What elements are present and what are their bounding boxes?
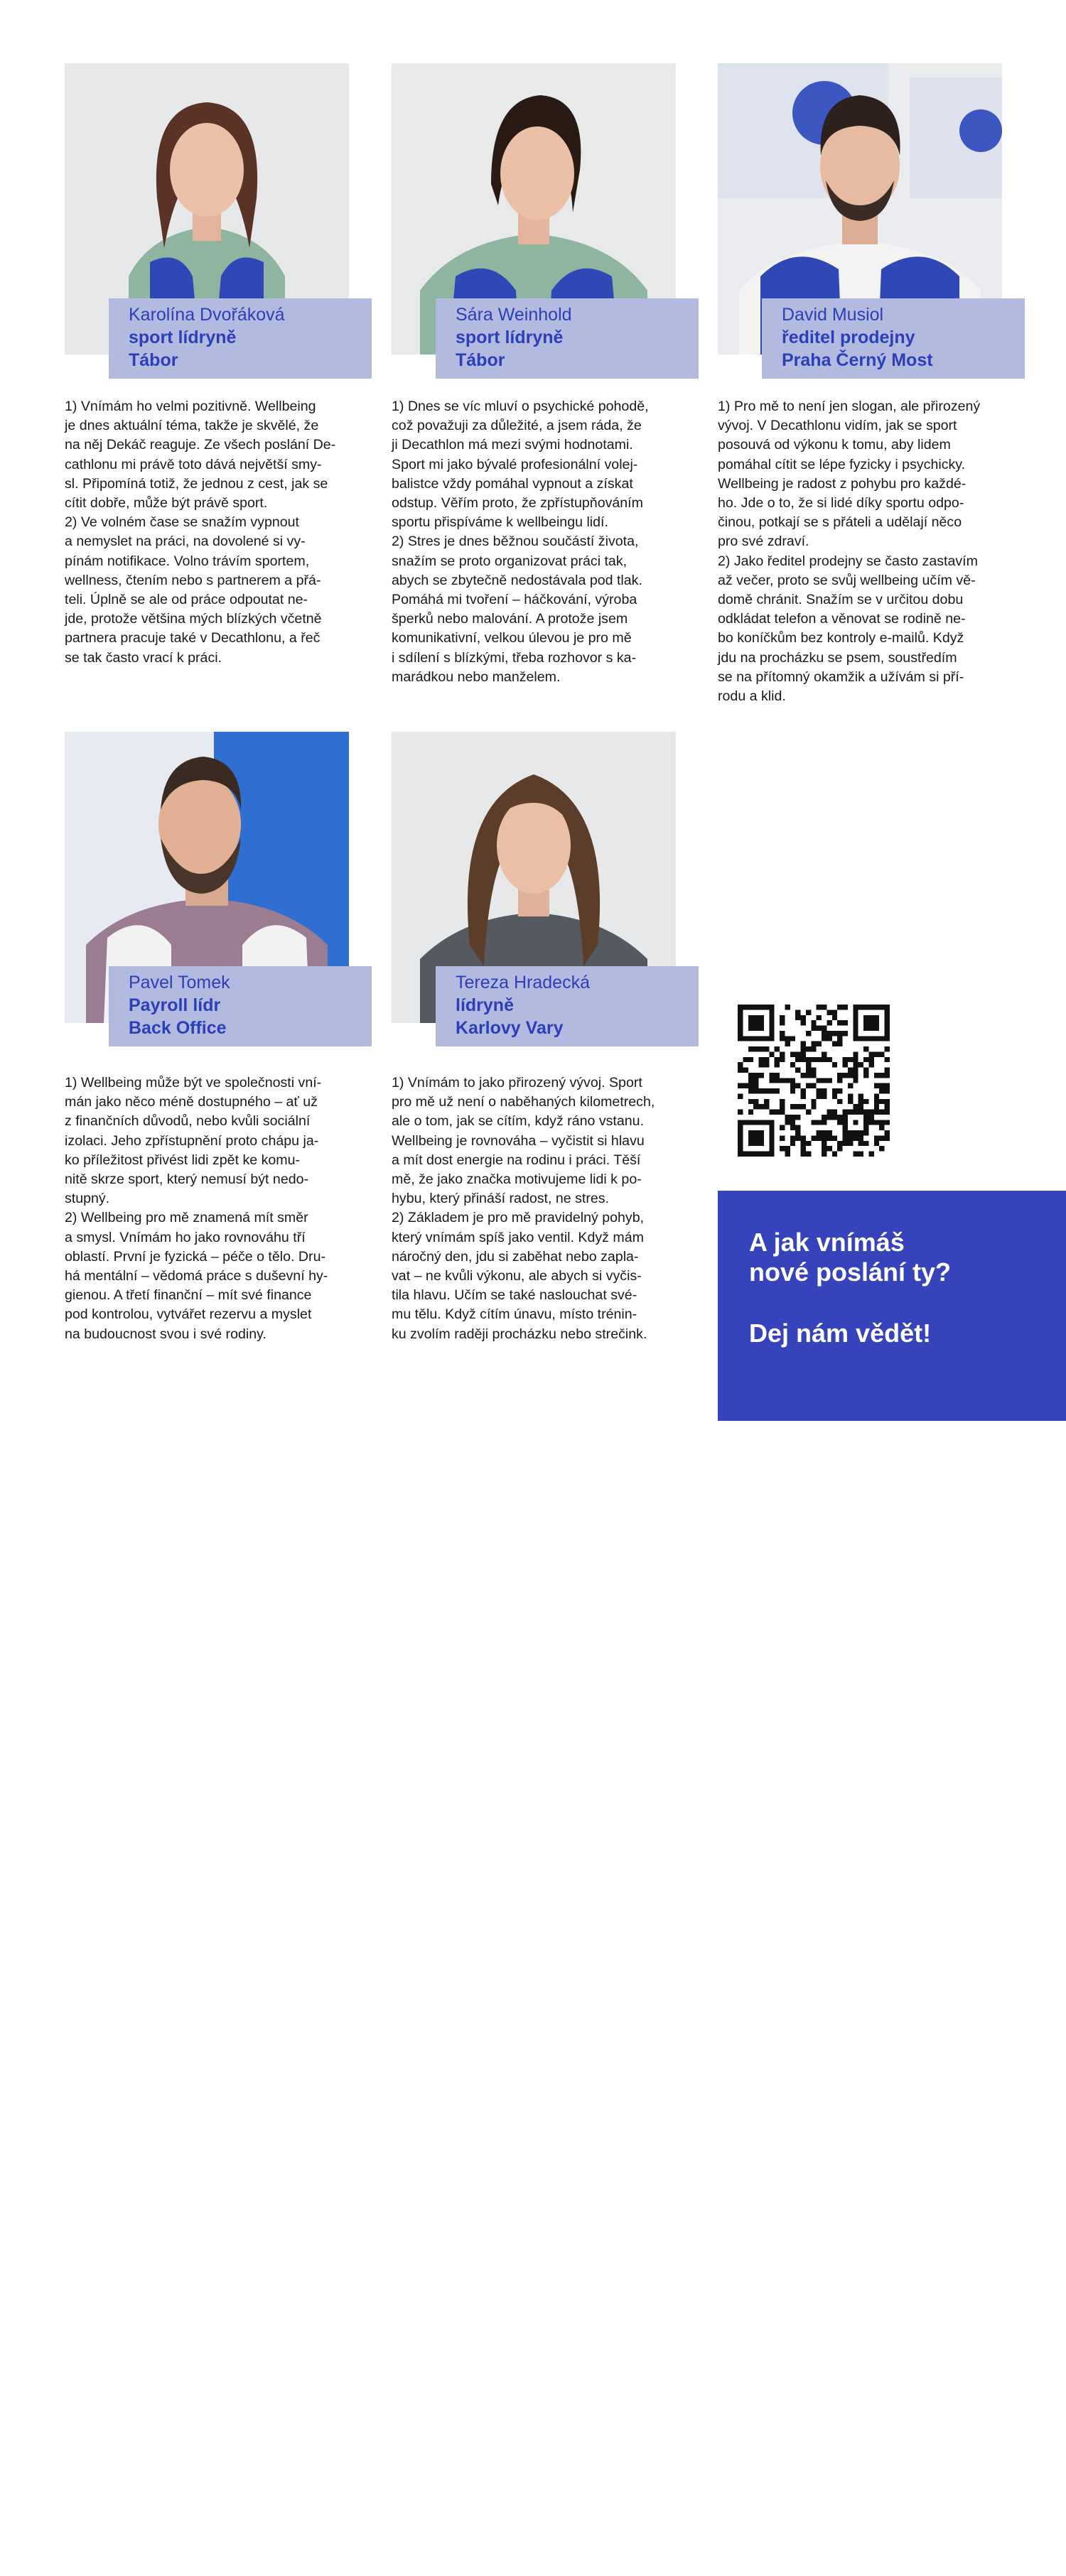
person-name: Pavel Tomek: [129, 973, 230, 992]
answer-line: rodu a klid.: [718, 688, 786, 705]
answer-line: sl. Připomíná totiž, že jednou z cest, jak se: [65, 475, 328, 492]
answer-line: há mentální – vědomá práce s duševní hy-: [65, 1268, 328, 1284]
answer-line: ko příležitost přivést lidi zpět ke komu-: [65, 1152, 301, 1168]
person-name: Karolína Dvořáková: [129, 305, 285, 325]
answer-line: i sdílení s blízkými, třeba rozhovor s ka-: [392, 649, 637, 666]
answer-line: na něj Dekáč reaguje. Ze všech poslání De-: [65, 437, 336, 453]
person-role: Payroll lídr: [129, 995, 221, 1015]
answer-karolina: [65, 397, 352, 668]
answer-line: Pomáhá mi tvoření – háčkování, výroba: [392, 592, 637, 608]
answer-line: ku zvolím raději procházku nebo strečink.: [392, 1326, 647, 1342]
person-role: sport lídryně: [456, 328, 564, 347]
answer-line: se tak často vrací k práci.: [65, 649, 222, 666]
answer-line: pomáhal cítit se lépe fyzicky i psychicky.: [718, 456, 966, 472]
cta-question-line2: nové poslání ty?: [749, 1257, 952, 1287]
answer-line: ale o tom, jak se cítím, když ráno vstanu.: [392, 1113, 645, 1130]
answer-line: ji Decathlon má mezi svými hodnotami.: [392, 437, 633, 453]
answer-line: abych se zbytečně nedostávala pod tlak.: [392, 572, 642, 588]
answer-line: 2) Stres je dnes běžnou součástí života,: [392, 534, 639, 550]
person-name: Sára Weinhold: [456, 305, 572, 325]
answer-line: 2) Ve volném čase se snažím vypnout: [65, 514, 299, 531]
namecard-tereza: [436, 966, 699, 1046]
answer-line: ho. Jde o to, že si lidé díky sportu odpo-: [718, 495, 964, 512]
answer-line: cathlonu mi právě toto dává největší smy-: [65, 456, 322, 472]
answer-line: je dnes aktuální téma, takže je skvělé, že: [65, 418, 319, 434]
answer-line: vat – ne kvůli výkonu, ale abych si vyčis-: [392, 1268, 642, 1284]
person-role: lídryně: [456, 995, 514, 1015]
answer-line: 2) Základem je pro mě pravidelný pohyb,: [392, 1210, 645, 1226]
answer-line: a mít dost energie na rodinu i práci. Těší: [392, 1152, 641, 1168]
person-location: Back Office: [129, 1018, 227, 1038]
person-role: sport lídryně: [129, 328, 237, 347]
person-location: Karlovy Vary: [456, 1018, 564, 1038]
answer-line: což považuji za důležité, a jsem ráda, že: [392, 418, 642, 434]
answer-line: pod kontrolou, vytvářet rezervu a myslet: [65, 1306, 312, 1323]
answer-line: pro mě už není o naběhaných kilometrech,: [392, 1094, 655, 1110]
answer-line: z finančních důvodů, nebo kvůli sociální: [65, 1113, 311, 1130]
answer-line: teli. Úplně se ale od práce odpoutat ne-: [65, 592, 308, 608]
answer-line: 2) Jako ředitel prodejny se často zastavím: [718, 553, 978, 569]
answer-line: wellness, čtením nebo s partnerem a přá-: [65, 572, 321, 588]
answer-line: hybu, který přináší radost, ne stres.: [392, 1191, 610, 1207]
answer-line: až večer, proto se svůj wellbeing učím vě-: [718, 572, 976, 588]
answer-line: komunikativní, velkou úlevou je pro mě: [392, 630, 632, 646]
answer-line: 2) Wellbeing pro mě znamená mít směr: [65, 1210, 308, 1226]
person-name: Tereza Hradecká: [456, 973, 590, 992]
answer-line: Sport mi jako bývalé profesionální volej-: [392, 456, 638, 472]
namecard-sara: [436, 298, 699, 379]
person-location: Tábor: [456, 350, 505, 370]
answer-line: jde, protože většina mých blízkých včetně: [65, 611, 322, 627]
answer-line: cítit dobře, může být právě sport.: [65, 495, 268, 512]
answer-line: nitě skrze sport, který nemusí být nedo-: [65, 1171, 309, 1188]
answer-line: tila hlavu. Učím se také naslouchat své-: [392, 1287, 637, 1304]
answer-line: 1) Vnímám to jako přirozený vývoj. Sport: [392, 1075, 642, 1091]
answer-line: 1) Wellbeing může být ve společnosti vní-: [65, 1075, 322, 1091]
answer-line: který vnímám spíš jako ventil. Když mám: [392, 1229, 644, 1245]
answer-line: šperků nebo malování. A protože jsem: [392, 611, 628, 627]
answer-line: Wellbeing je radost z pohybu pro každé-: [718, 475, 967, 492]
answer-line: vývoj. V Decathlonu vidím, jak se sport: [718, 418, 957, 434]
answer-line: a smysl. Vnímám ho jako rovnováhu tří: [65, 1229, 306, 1245]
answer-line: stupný.: [65, 1191, 110, 1207]
answer-line: domě chránit. Snažím se v určitou dobu: [718, 592, 964, 608]
answer-line: 1) Dnes se víc mluví o psychické pohodě,: [392, 399, 649, 414]
answer-line: 1) Vnímám ho velmi pozitivně. Wellbeing: [65, 399, 316, 414]
namecard-karolina: [109, 298, 372, 379]
person-role: ředitel prodejny: [782, 328, 915, 347]
answer-sara: [392, 397, 679, 687]
answer-line: mu tělu. Když cítím únavu, místo trénin-: [392, 1306, 637, 1323]
answer-line: odkládat telefon a věnovat se rodině ne-: [718, 611, 966, 627]
answer-line: bo koníčkům bez kontroly e-mailů. Když: [718, 630, 964, 646]
answer-line: náročný den, jdu si zaběhat nebo zapla-: [392, 1248, 639, 1265]
answer-line: snažím se proto organizovat práci tak,: [392, 553, 628, 569]
answer-line: marádkou nebo manželem.: [392, 669, 561, 685]
answer-line: gienou. A třetí finanční – mít své finance: [65, 1287, 312, 1304]
answer-line: partnera pracuje také v Decathlonu, a řeč: [65, 630, 321, 646]
answer-line: činou, potkají se s přáteli a udělají něco: [718, 514, 962, 531]
qr-code[interactable]: [738, 1005, 890, 1157]
person-location: Tábor: [129, 350, 178, 370]
cta-call: Dej nám vědět!: [749, 1319, 932, 1348]
person-location: Praha Černý Most: [782, 350, 933, 370]
answer-line: 1) Pro mě to není jen slogan, ale přirozený: [718, 399, 981, 414]
answer-line: mě, že jako značka motivujeme lidi k po-: [392, 1171, 642, 1188]
answer-line: izolaci. Jeho zpřístupnění proto chápu ja-: [65, 1132, 319, 1149]
answer-line: mán jako něco méně dostupného – ať už: [65, 1094, 318, 1110]
answer-pavel: [65, 1073, 352, 1344]
answer-tereza: [392, 1073, 679, 1344]
answer-line: oblastí. První je fyzická – péče o tělo. Dru-: [65, 1248, 326, 1265]
answer-line: posouvá od výkonu k tomu, aby lidem: [718, 437, 951, 453]
answer-line: balistce vždy pomáhal vypnout a získat: [392, 475, 633, 492]
namecard-pavel: [109, 966, 372, 1046]
answer-line: Wellbeing je rovnováha – vyčistit si hlavu: [392, 1132, 645, 1149]
answer-line: na budoucnost svou i své rodiny.: [65, 1326, 266, 1342]
answer-line: se na přítomný okamžik a užívám si pří-: [718, 669, 964, 685]
answer-line: pro své zdraví.: [718, 534, 809, 550]
answer-line: odstup. Věřím proto, že zpřístupňováním: [392, 495, 643, 512]
answer-line: sportu přispíváme k wellbeingu lidí.: [392, 514, 608, 531]
namecard-david: [762, 298, 1025, 379]
page-number: 19: [1011, 2560, 1026, 2575]
answer-david: [718, 397, 1006, 706]
answer-line: a nemyslet na práci, na dovolené si vy-: [65, 534, 306, 550]
cta-question-line1: A jak vnímáš: [749, 1228, 905, 1257]
cta-box: [718, 1191, 1066, 2575]
person-name: David Musiol: [782, 305, 884, 325]
answer-line: pínám notifikace. Volno trávím sportem,: [65, 553, 310, 569]
answer-line: jdu na procházku se psem, soustředím: [718, 649, 957, 666]
